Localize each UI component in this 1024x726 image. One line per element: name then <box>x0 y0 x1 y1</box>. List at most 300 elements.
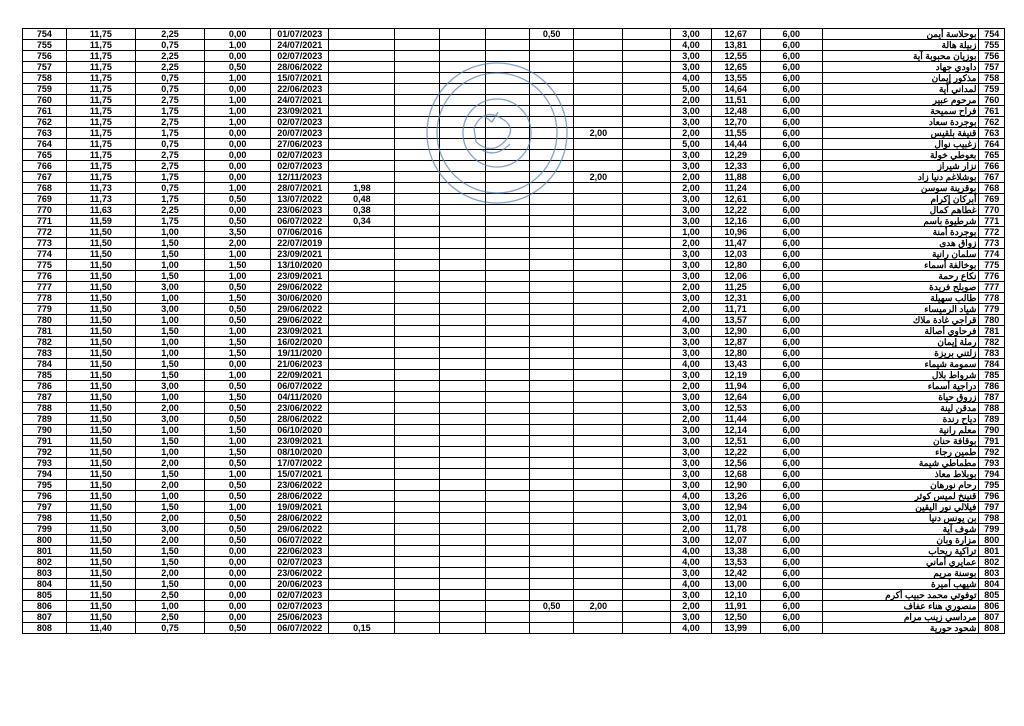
table-row <box>23 260 1005 271</box>
average-cell: 11,63 <box>66 205 135 216</box>
score-k-cell: 2,00 <box>574 601 623 612</box>
score-o-cell: 6,00 <box>760 282 822 293</box>
total-cell: 13,81 <box>711 40 760 51</box>
score-c-cell: 2,00 <box>135 535 204 546</box>
score-o-cell: 6,00 <box>760 315 822 326</box>
row-number-cell: 787 <box>979 392 1005 403</box>
score-c-cell: 1,00 <box>135 491 204 502</box>
empty-cell-i <box>485 29 529 40</box>
score-k-cell <box>574 458 623 469</box>
empty-cell-i <box>485 535 529 546</box>
score-d-cell: 1,00 <box>205 271 271 282</box>
score-k-cell <box>574 194 623 205</box>
date-cell: 07/06/2016 <box>271 227 329 238</box>
score-j-cell <box>529 106 574 117</box>
score-m-cell: 3,00 <box>671 106 712 117</box>
score-c-cell: 1,00 <box>135 425 204 436</box>
row-number-cell: 779 <box>979 304 1005 315</box>
empty-cell-h <box>440 579 486 590</box>
score-c-cell: 1,50 <box>135 249 204 260</box>
bonus-cell <box>329 271 395 282</box>
table-row <box>23 161 1005 172</box>
bonus-cell <box>329 568 395 579</box>
score-o-cell: 6,00 <box>760 271 822 282</box>
full-name-cell: قنيفة بلقيس <box>822 128 979 139</box>
score-o-cell: 6,00 <box>760 194 822 205</box>
empty-cell-h <box>440 480 486 491</box>
total-cell: 13,57 <box>711 315 760 326</box>
score-k-cell: 2,00 <box>574 172 623 183</box>
score-m-cell: 3,00 <box>671 513 712 524</box>
total-cell: 12,31 <box>711 293 760 304</box>
empty-cell-i <box>485 480 529 491</box>
date-cell: 20/07/2023 <box>271 128 329 139</box>
table-row <box>23 62 1005 73</box>
empty-cell-l <box>623 238 671 249</box>
empty-cell-l <box>623 150 671 161</box>
score-k-cell <box>574 557 623 568</box>
score-d-cell: 1,50 <box>205 392 271 403</box>
score-o-cell: 6,00 <box>760 623 822 634</box>
score-o-cell: 6,00 <box>760 524 822 535</box>
table-row <box>23 546 1005 557</box>
score-k-cell <box>574 106 623 117</box>
empty-cell-l <box>623 425 671 436</box>
average-cell: 11,50 <box>66 568 135 579</box>
empty-cell-g <box>395 282 440 293</box>
empty-cell-h <box>440 524 486 535</box>
rank-cell: 774 <box>23 249 67 260</box>
total-cell: 13,53 <box>711 557 760 568</box>
bonus-cell <box>329 117 395 128</box>
empty-cell-i <box>485 117 529 128</box>
score-k-cell <box>574 348 623 359</box>
average-cell: 11,50 <box>66 612 135 623</box>
empty-cell-i <box>485 227 529 238</box>
bonus-cell <box>329 73 395 84</box>
empty-cell-i <box>485 73 529 84</box>
rank-cell: 784 <box>23 359 67 370</box>
row-number-cell: 766 <box>979 161 1005 172</box>
score-d-cell: 0,50 <box>205 524 271 535</box>
empty-cell-h <box>440 546 486 557</box>
total-cell: 11,55 <box>711 128 760 139</box>
score-m-cell: 3,00 <box>671 425 712 436</box>
table-row <box>23 557 1005 568</box>
empty-cell-l <box>623 62 671 73</box>
bonus-cell <box>329 29 395 40</box>
empty-cell-h <box>440 293 486 304</box>
score-c-cell: 3,00 <box>135 282 204 293</box>
score-d-cell: 1,00 <box>205 370 271 381</box>
score-d-cell: 1,50 <box>205 260 271 271</box>
date-cell: 25/06/2023 <box>271 612 329 623</box>
average-cell: 11,50 <box>66 414 135 425</box>
date-cell: 24/07/2021 <box>271 95 329 106</box>
score-j-cell <box>529 513 574 524</box>
row-number-cell: 800 <box>979 535 1005 546</box>
document-page <box>22 28 1005 634</box>
rank-cell: 793 <box>23 458 67 469</box>
bonus-cell: 1,98 <box>329 183 395 194</box>
date-cell: 24/07/2021 <box>271 40 329 51</box>
empty-cell-g <box>395 216 440 227</box>
full-name-cell: بوسنة مريم <box>822 568 979 579</box>
score-d-cell: 0,50 <box>205 282 271 293</box>
ranking-table <box>22 28 1005 634</box>
average-cell: 11,75 <box>66 84 135 95</box>
average-cell: 11,50 <box>66 238 135 249</box>
rank-cell: 801 <box>23 546 67 557</box>
empty-cell-g <box>395 337 440 348</box>
score-c-cell: 0,75 <box>135 183 204 194</box>
score-k-cell <box>574 249 623 260</box>
average-cell: 11,50 <box>66 469 135 480</box>
empty-cell-l <box>623 161 671 172</box>
empty-cell-l <box>623 612 671 623</box>
average-cell: 11,75 <box>66 172 135 183</box>
empty-cell-g <box>395 238 440 249</box>
empty-cell-i <box>485 106 529 117</box>
score-o-cell: 6,00 <box>760 436 822 447</box>
score-k-cell <box>574 337 623 348</box>
rank-cell: 763 <box>23 128 67 139</box>
score-k-cell <box>574 117 623 128</box>
bonus-cell <box>329 172 395 183</box>
full-name-cell: بوقافة حنان <box>822 436 979 447</box>
score-j-cell <box>529 579 574 590</box>
table-row <box>23 579 1005 590</box>
score-k-cell <box>574 381 623 392</box>
table-row <box>23 150 1005 161</box>
score-d-cell: 0,50 <box>205 535 271 546</box>
score-j-cell <box>529 84 574 95</box>
empty-cell-h <box>440 304 486 315</box>
empty-cell-l <box>623 315 671 326</box>
empty-cell-g <box>395 51 440 62</box>
empty-cell-g <box>395 546 440 557</box>
date-cell: 29/06/2022 <box>271 282 329 293</box>
average-cell: 11,59 <box>66 216 135 227</box>
empty-cell-h <box>440 62 486 73</box>
total-cell: 13,43 <box>711 359 760 370</box>
date-cell: 06/07/2022 <box>271 535 329 546</box>
empty-cell-l <box>623 546 671 557</box>
bonus-cell <box>329 238 395 249</box>
score-d-cell: 0,00 <box>205 557 271 568</box>
row-number-cell: 799 <box>979 524 1005 535</box>
row-number-cell: 755 <box>979 40 1005 51</box>
full-name-cell: شرطيوة باسم <box>822 216 979 227</box>
score-k-cell <box>574 513 623 524</box>
score-d-cell: 0,50 <box>205 623 271 634</box>
empty-cell-i <box>485 348 529 359</box>
average-cell: 11,50 <box>66 227 135 238</box>
score-k-cell <box>574 414 623 425</box>
empty-cell-h <box>440 436 486 447</box>
empty-cell-i <box>485 425 529 436</box>
score-j-cell <box>529 469 574 480</box>
score-j-cell <box>529 62 574 73</box>
empty-cell-h <box>440 238 486 249</box>
row-number-cell: 761 <box>979 106 1005 117</box>
empty-cell-i <box>485 612 529 623</box>
score-k-cell <box>574 370 623 381</box>
score-d-cell: 0,50 <box>205 62 271 73</box>
table-row <box>23 535 1005 546</box>
empty-cell-g <box>395 513 440 524</box>
rank-cell: 756 <box>23 51 67 62</box>
row-number-cell: 788 <box>979 403 1005 414</box>
table-row <box>23 502 1005 513</box>
date-cell: 08/10/2020 <box>271 447 329 458</box>
average-cell: 11,50 <box>66 249 135 260</box>
average-cell: 11,50 <box>66 293 135 304</box>
empty-cell-l <box>623 249 671 260</box>
score-d-cell: 0,00 <box>205 150 271 161</box>
rank-cell: 808 <box>23 623 67 634</box>
score-c-cell: 1,00 <box>135 447 204 458</box>
full-name-cell: دراجية أسماء <box>822 381 979 392</box>
empty-cell-g <box>395 491 440 502</box>
empty-cell-l <box>623 447 671 458</box>
rank-cell: 755 <box>23 40 67 51</box>
score-c-cell: 0,75 <box>135 84 204 95</box>
empty-cell-h <box>440 282 486 293</box>
date-cell: 19/09/2021 <box>271 502 329 513</box>
score-m-cell: 4,00 <box>671 546 712 557</box>
table-row <box>23 304 1005 315</box>
bonus-cell <box>329 282 395 293</box>
score-o-cell: 6,00 <box>760 579 822 590</box>
score-o-cell: 6,00 <box>760 370 822 381</box>
empty-cell-i <box>485 359 529 370</box>
date-cell: 19/11/2020 <box>271 348 329 359</box>
score-m-cell: 3,00 <box>671 260 712 271</box>
empty-cell-i <box>485 62 529 73</box>
score-m-cell: 5,00 <box>671 139 712 150</box>
score-k-cell <box>574 359 623 370</box>
score-d-cell: 0,00 <box>205 568 271 579</box>
score-j-cell <box>529 524 574 535</box>
average-cell: 11,50 <box>66 381 135 392</box>
full-name-cell: بوجردة سعاد <box>822 117 979 128</box>
score-m-cell: 3,00 <box>671 249 712 260</box>
empty-cell-h <box>440 183 486 194</box>
total-cell: 13,38 <box>711 546 760 557</box>
row-number-cell: 785 <box>979 370 1005 381</box>
table-row <box>23 315 1005 326</box>
score-c-cell: 2,75 <box>135 150 204 161</box>
date-cell: 01/07/2023 <box>271 29 329 40</box>
empty-cell-h <box>440 315 486 326</box>
table-row <box>23 612 1005 623</box>
score-c-cell: 1,75 <box>135 172 204 183</box>
bonus-cell: 0,48 <box>329 194 395 205</box>
score-k-cell <box>574 612 623 623</box>
table-row <box>23 128 1005 139</box>
empty-cell-g <box>395 128 440 139</box>
empty-cell-g <box>395 150 440 161</box>
empty-cell-g <box>395 447 440 458</box>
total-cell: 12,16 <box>711 216 760 227</box>
score-c-cell: 1,00 <box>135 315 204 326</box>
rank-cell: 783 <box>23 348 67 359</box>
score-j-cell <box>529 623 574 634</box>
score-m-cell: 3,00 <box>671 469 712 480</box>
row-number-cell: 757 <box>979 62 1005 73</box>
score-c-cell: 1,00 <box>135 293 204 304</box>
empty-cell-h <box>440 568 486 579</box>
score-o-cell: 6,00 <box>760 381 822 392</box>
score-c-cell: 2,50 <box>135 590 204 601</box>
score-m-cell: 4,00 <box>671 73 712 84</box>
total-cell: 12,19 <box>711 370 760 381</box>
score-k-cell <box>574 260 623 271</box>
full-name-cell: مرداسي زينب مرام <box>822 612 979 623</box>
score-k-cell: 2,00 <box>574 128 623 139</box>
full-name-cell: شرواط بلال <box>822 370 979 381</box>
date-cell: 28/06/2022 <box>271 414 329 425</box>
score-c-cell: 1,00 <box>135 601 204 612</box>
score-j-cell <box>529 491 574 502</box>
table-row <box>23 370 1005 381</box>
rank-cell: 779 <box>23 304 67 315</box>
score-c-cell: 2,75 <box>135 95 204 106</box>
empty-cell-l <box>623 557 671 568</box>
full-name-cell: زروق حياة <box>822 392 979 403</box>
full-name-cell: فراح سميحة <box>822 106 979 117</box>
score-c-cell: 2,25 <box>135 51 204 62</box>
score-k-cell <box>574 524 623 535</box>
full-name-cell: زلتني بريزة <box>822 348 979 359</box>
bonus-cell <box>329 557 395 568</box>
date-cell: 23/09/2021 <box>271 326 329 337</box>
score-d-cell: 0,50 <box>205 414 271 425</box>
score-d-cell: 1,00 <box>205 326 271 337</box>
empty-cell-h <box>440 502 486 513</box>
score-m-cell: 1,00 <box>671 227 712 238</box>
full-name-cell: بوجردة أمنة <box>822 227 979 238</box>
date-cell: 28/06/2022 <box>271 513 329 524</box>
rank-cell: 772 <box>23 227 67 238</box>
score-m-cell: 3,00 <box>671 51 712 62</box>
average-cell: 11,75 <box>66 73 135 84</box>
empty-cell-i <box>485 403 529 414</box>
bonus-cell <box>329 579 395 590</box>
table-row <box>23 51 1005 62</box>
empty-cell-h <box>440 128 486 139</box>
date-cell: 23/06/2022 <box>271 403 329 414</box>
empty-cell-l <box>623 480 671 491</box>
average-cell: 11,50 <box>66 403 135 414</box>
full-name-cell: بوشلاغم دنيا زاد <box>822 172 979 183</box>
average-cell: 11,50 <box>66 359 135 370</box>
table-row <box>23 590 1005 601</box>
empty-cell-l <box>623 392 671 403</box>
average-cell: 11,75 <box>66 40 135 51</box>
score-j-cell <box>529 612 574 623</box>
total-cell: 12,94 <box>711 502 760 513</box>
score-m-cell: 3,00 <box>671 194 712 205</box>
date-cell: 06/07/2022 <box>271 381 329 392</box>
score-d-cell: 0,00 <box>205 128 271 139</box>
score-c-cell: 1,50 <box>135 557 204 568</box>
row-number-cell: 776 <box>979 271 1005 282</box>
table-row <box>23 183 1005 194</box>
score-j-cell: 0,50 <box>529 601 574 612</box>
empty-cell-l <box>623 502 671 513</box>
bonus-cell <box>329 51 395 62</box>
row-number-cell: 793 <box>979 458 1005 469</box>
score-k-cell <box>574 293 623 304</box>
total-cell: 13,00 <box>711 579 760 590</box>
empty-cell-h <box>440 590 486 601</box>
empty-cell-h <box>440 337 486 348</box>
empty-cell-l <box>623 524 671 535</box>
score-d-cell: 0,00 <box>205 590 271 601</box>
total-cell: 12,07 <box>711 535 760 546</box>
empty-cell-g <box>395 106 440 117</box>
empty-cell-h <box>440 84 486 95</box>
total-cell: 14,44 <box>711 139 760 150</box>
empty-cell-g <box>395 480 440 491</box>
score-m-cell: 2,00 <box>671 128 712 139</box>
score-k-cell <box>574 150 623 161</box>
score-k-cell <box>574 425 623 436</box>
score-d-cell: 0,00 <box>205 612 271 623</box>
average-cell: 11,50 <box>66 579 135 590</box>
empty-cell-i <box>485 216 529 227</box>
table-row <box>23 447 1005 458</box>
empty-cell-h <box>440 392 486 403</box>
average-cell: 11,50 <box>66 337 135 348</box>
score-o-cell: 6,00 <box>760 557 822 568</box>
score-d-cell: 0,50 <box>205 513 271 524</box>
row-number-cell: 792 <box>979 447 1005 458</box>
table-row <box>23 106 1005 117</box>
score-d-cell: 1,00 <box>205 502 271 513</box>
full-name-cell: رحام نورهان <box>822 480 979 491</box>
table-row <box>23 359 1005 370</box>
table-row <box>23 425 1005 436</box>
rank-cell: 758 <box>23 73 67 84</box>
full-name-cell: داودي جهاد <box>822 62 979 73</box>
average-cell: 11,50 <box>66 271 135 282</box>
empty-cell-g <box>395 524 440 535</box>
score-o-cell: 6,00 <box>760 502 822 513</box>
row-number-cell: 758 <box>979 73 1005 84</box>
average-cell: 11,50 <box>66 491 135 502</box>
row-number-cell: 807 <box>979 612 1005 623</box>
bonus-cell <box>329 612 395 623</box>
empty-cell-i <box>485 502 529 513</box>
table-row <box>23 282 1005 293</box>
score-j-cell <box>529 249 574 260</box>
score-d-cell: 2,00 <box>205 238 271 249</box>
average-cell: 11,50 <box>66 304 135 315</box>
empty-cell-g <box>395 381 440 392</box>
score-c-cell: 1,00 <box>135 392 204 403</box>
empty-cell-i <box>485 491 529 502</box>
date-cell: 17/07/2022 <box>271 458 329 469</box>
total-cell: 12,06 <box>711 271 760 282</box>
row-number-cell: 754 <box>979 29 1005 40</box>
average-cell: 11,75 <box>66 117 135 128</box>
score-k-cell <box>574 62 623 73</box>
empty-cell-i <box>485 51 529 62</box>
empty-cell-l <box>623 601 671 612</box>
